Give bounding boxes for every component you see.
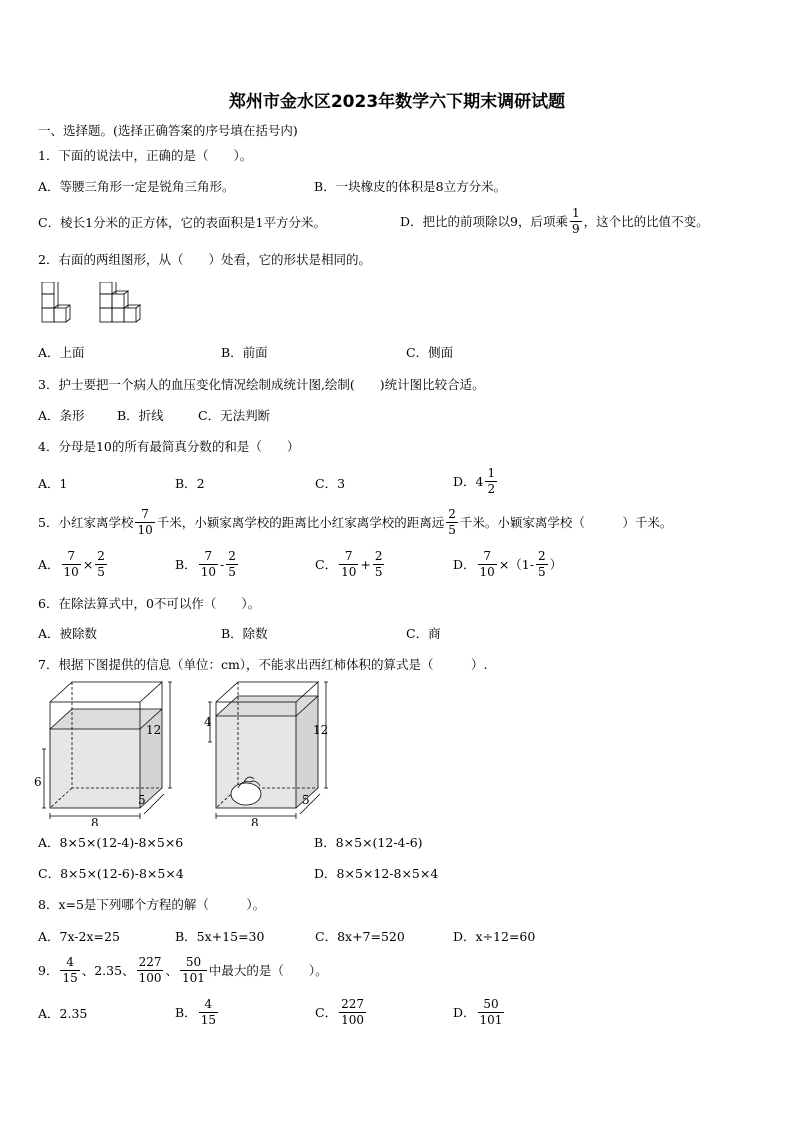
q2-option-c: C．侧面 bbox=[406, 345, 454, 360]
option-label: B． bbox=[175, 557, 197, 572]
q8-option-a: A．7x-2x=25 bbox=[38, 929, 120, 944]
q6-stem: 6．在除法算式中，0不可以作（ ）。 bbox=[38, 596, 261, 611]
numerator: 7 bbox=[478, 549, 497, 565]
q2-option-a: A．上面 bbox=[38, 345, 85, 360]
q4-option-c: C．3 bbox=[315, 476, 346, 491]
fraction bbox=[536, 549, 548, 580]
numerator: 2 bbox=[374, 548, 383, 563]
container-1 bbox=[42, 682, 172, 819]
fraction bbox=[199, 997, 218, 1028]
q1-option-d bbox=[400, 203, 709, 239]
q1-option-b: B．一块橡皮的体积是8立方分米。 bbox=[314, 179, 507, 194]
q9-number: 9． bbox=[38, 963, 59, 978]
denominator: 5 bbox=[228, 564, 236, 579]
q5-text-3: 千米。小颖家离学校（ ）千米。 bbox=[459, 515, 673, 530]
q7-label-width-8b: 8 bbox=[251, 816, 259, 826]
q3-option-c: C．无法判断 bbox=[198, 408, 271, 423]
denominator: 2 bbox=[487, 481, 496, 496]
denominator: 101 bbox=[479, 1012, 503, 1027]
fraction bbox=[95, 549, 107, 580]
q3-option-a: A．条形 bbox=[38, 408, 85, 423]
cube-figure-2 bbox=[100, 282, 140, 322]
q7-label-height-12b: 12 bbox=[313, 723, 329, 737]
q5-text-1: 5．小红家离学校 bbox=[38, 515, 134, 530]
q8-option-c: C．8x+7=520 bbox=[315, 929, 405, 944]
option-label: A． bbox=[38, 557, 60, 572]
q4-stem: 4．分母是10的所有最简真分数的和是（ ） bbox=[38, 439, 300, 454]
q6-option-a: A．被除数 bbox=[38, 626, 98, 641]
q9-option-b bbox=[175, 992, 220, 1032]
q6-option-b: B．除数 bbox=[221, 626, 268, 641]
numerator: 4 bbox=[60, 955, 79, 971]
q2-stem: 2．右面的两组图形，从（ ）处看，它的形状是相同的。 bbox=[38, 252, 371, 267]
q7-stem: 7．根据下图提供的信息（单位：cm），不能求出西红柿体积的算式是（ ）. bbox=[38, 657, 488, 672]
fraction bbox=[373, 549, 385, 580]
fraction bbox=[62, 549, 81, 580]
denominator: 10 bbox=[341, 564, 357, 579]
fraction bbox=[339, 549, 358, 580]
q7-label-height-4: 4 bbox=[204, 715, 212, 729]
q1-option-a: A．等腰三角形一定是锐角三角形。 bbox=[38, 179, 235, 194]
q4-option-a: A．1 bbox=[38, 476, 68, 491]
fraction bbox=[60, 955, 79, 986]
denominator: 100 bbox=[138, 970, 162, 985]
numerator: 227 bbox=[341, 996, 364, 1011]
page-title: 郑州市金水区2023年数学六下期末调研试题 bbox=[228, 92, 566, 112]
denominator: 101 bbox=[182, 970, 205, 985]
q9-stem bbox=[38, 950, 328, 990]
numerator: 2 bbox=[448, 506, 456, 521]
fraction bbox=[180, 955, 207, 986]
denominator: 15 bbox=[62, 970, 78, 985]
q9-option-a: A．2.35 bbox=[38, 1006, 88, 1021]
q3-stem: 3．护士要把一个病人的血压变化情况绘制成统计图,绘制( )统计图比较合适。 bbox=[38, 377, 485, 392]
q1-stem: 1．下面的说法中，正确的是（ ）。 bbox=[38, 148, 253, 163]
fraction bbox=[478, 997, 505, 1028]
numerator: 1 bbox=[571, 205, 580, 220]
denominator: 5 bbox=[448, 522, 456, 537]
q7-label-depth-5b: 5 bbox=[302, 793, 310, 807]
numerator: 50 bbox=[478, 997, 505, 1013]
denominator: 10 bbox=[63, 564, 79, 579]
numerator: 2 bbox=[537, 548, 546, 563]
q9-text: 中最大的是（ ）。 bbox=[208, 963, 328, 978]
mixed-whole: 4 bbox=[475, 473, 484, 489]
q2-cube-figures bbox=[38, 282, 143, 326]
numerator: 7 bbox=[135, 507, 154, 523]
q9-text: 、 bbox=[165, 963, 178, 978]
denominator: 15 bbox=[200, 1012, 216, 1027]
denominator: 5 bbox=[537, 564, 546, 579]
q7-container-figures bbox=[30, 676, 330, 826]
q2-option-b: B．前面 bbox=[221, 345, 268, 360]
q7-label-height-12a: 12 bbox=[146, 723, 162, 737]
denominator: 9 bbox=[571, 221, 580, 236]
numerator: 4 bbox=[199, 997, 218, 1013]
operator: × bbox=[82, 556, 94, 572]
numerator: 7 bbox=[62, 549, 81, 565]
q1-d-post: ，这个比的比值不变。 bbox=[583, 214, 709, 229]
option-label: C． bbox=[315, 557, 338, 572]
q7-label-height-6: 6 bbox=[34, 775, 42, 789]
numerator: 2 bbox=[228, 548, 236, 563]
fraction bbox=[485, 466, 497, 497]
option-label: B． bbox=[175, 1005, 197, 1020]
numerator: 7 bbox=[199, 549, 218, 565]
fraction bbox=[135, 507, 154, 538]
q4-d-label: D． bbox=[453, 474, 476, 489]
q8-option-b: B．5x+15=30 bbox=[175, 929, 265, 944]
q5-stem bbox=[38, 503, 672, 541]
denominator: 10 bbox=[479, 564, 495, 579]
q5-option-b bbox=[175, 545, 240, 583]
q9-text: 、2.35、 bbox=[81, 963, 135, 978]
q1-option-c: C．棱长1分米的正方体，它的表面积是1平方分米。 bbox=[38, 215, 326, 230]
q7-label-width-8a: 8 bbox=[91, 816, 99, 826]
fraction bbox=[478, 549, 497, 580]
q9-option-d bbox=[453, 992, 506, 1032]
q3-option-b: B．折线 bbox=[117, 408, 164, 423]
q9-option-c bbox=[315, 992, 368, 1032]
cube-figure-1 bbox=[42, 282, 70, 322]
fraction bbox=[226, 549, 238, 580]
q5-option-a bbox=[38, 545, 109, 583]
numerator: 50 bbox=[180, 955, 207, 971]
q8-option-d: D．x÷12=60 bbox=[453, 929, 536, 944]
fraction bbox=[446, 507, 458, 538]
denominator: 100 bbox=[341, 1012, 364, 1027]
q7-option-c: C．8×5×(12-6)-8×5×4 bbox=[38, 866, 184, 881]
q7-option-d: D．8×5×12-8×5×4 bbox=[314, 866, 439, 881]
denominator: 10 bbox=[137, 522, 153, 537]
operator: - bbox=[219, 556, 225, 572]
denominator: 5 bbox=[97, 564, 105, 579]
q7-option-a: A．8×5×(12-4)-8×5×6 bbox=[38, 835, 184, 850]
q8-stem: 8．x=5是下列哪个方程的解（ ）。 bbox=[38, 897, 266, 912]
q5-option-c bbox=[315, 545, 386, 583]
denominator: 5 bbox=[374, 564, 383, 579]
q7-label-depth-5a: 5 bbox=[138, 793, 146, 807]
q5-text-2: 千米，小颖家离学校的距离比小红家离学校的距离远 bbox=[156, 515, 445, 530]
q4-option-b: B．2 bbox=[175, 476, 205, 491]
operator: ） bbox=[549, 557, 563, 572]
option-label: D． bbox=[453, 557, 476, 572]
option-label: C． bbox=[315, 1005, 338, 1020]
fraction bbox=[570, 206, 582, 237]
operator: ×（1- bbox=[498, 557, 534, 572]
q1-d-pre: D．把比的前项除以9，后项乘 bbox=[400, 214, 568, 229]
fraction bbox=[199, 549, 218, 580]
option-label: D． bbox=[453, 1005, 476, 1020]
denominator: 10 bbox=[200, 564, 216, 579]
numerator: 2 bbox=[97, 548, 105, 563]
numerator: 227 bbox=[138, 954, 162, 969]
operator: + bbox=[360, 556, 371, 572]
fraction bbox=[137, 955, 164, 986]
numerator: 7 bbox=[339, 549, 358, 565]
fraction bbox=[339, 997, 366, 1028]
numerator: 1 bbox=[487, 465, 496, 480]
q4-option-d bbox=[453, 462, 499, 500]
section-heading: 一、选择题。(选择正确答案的序号填在括号内) bbox=[38, 123, 298, 138]
q5-option-d bbox=[453, 545, 562, 583]
container-2 bbox=[208, 682, 328, 819]
q6-option-c: C．商 bbox=[406, 626, 441, 641]
q7-option-b: B．8×5×(12-4-6) bbox=[314, 835, 423, 850]
